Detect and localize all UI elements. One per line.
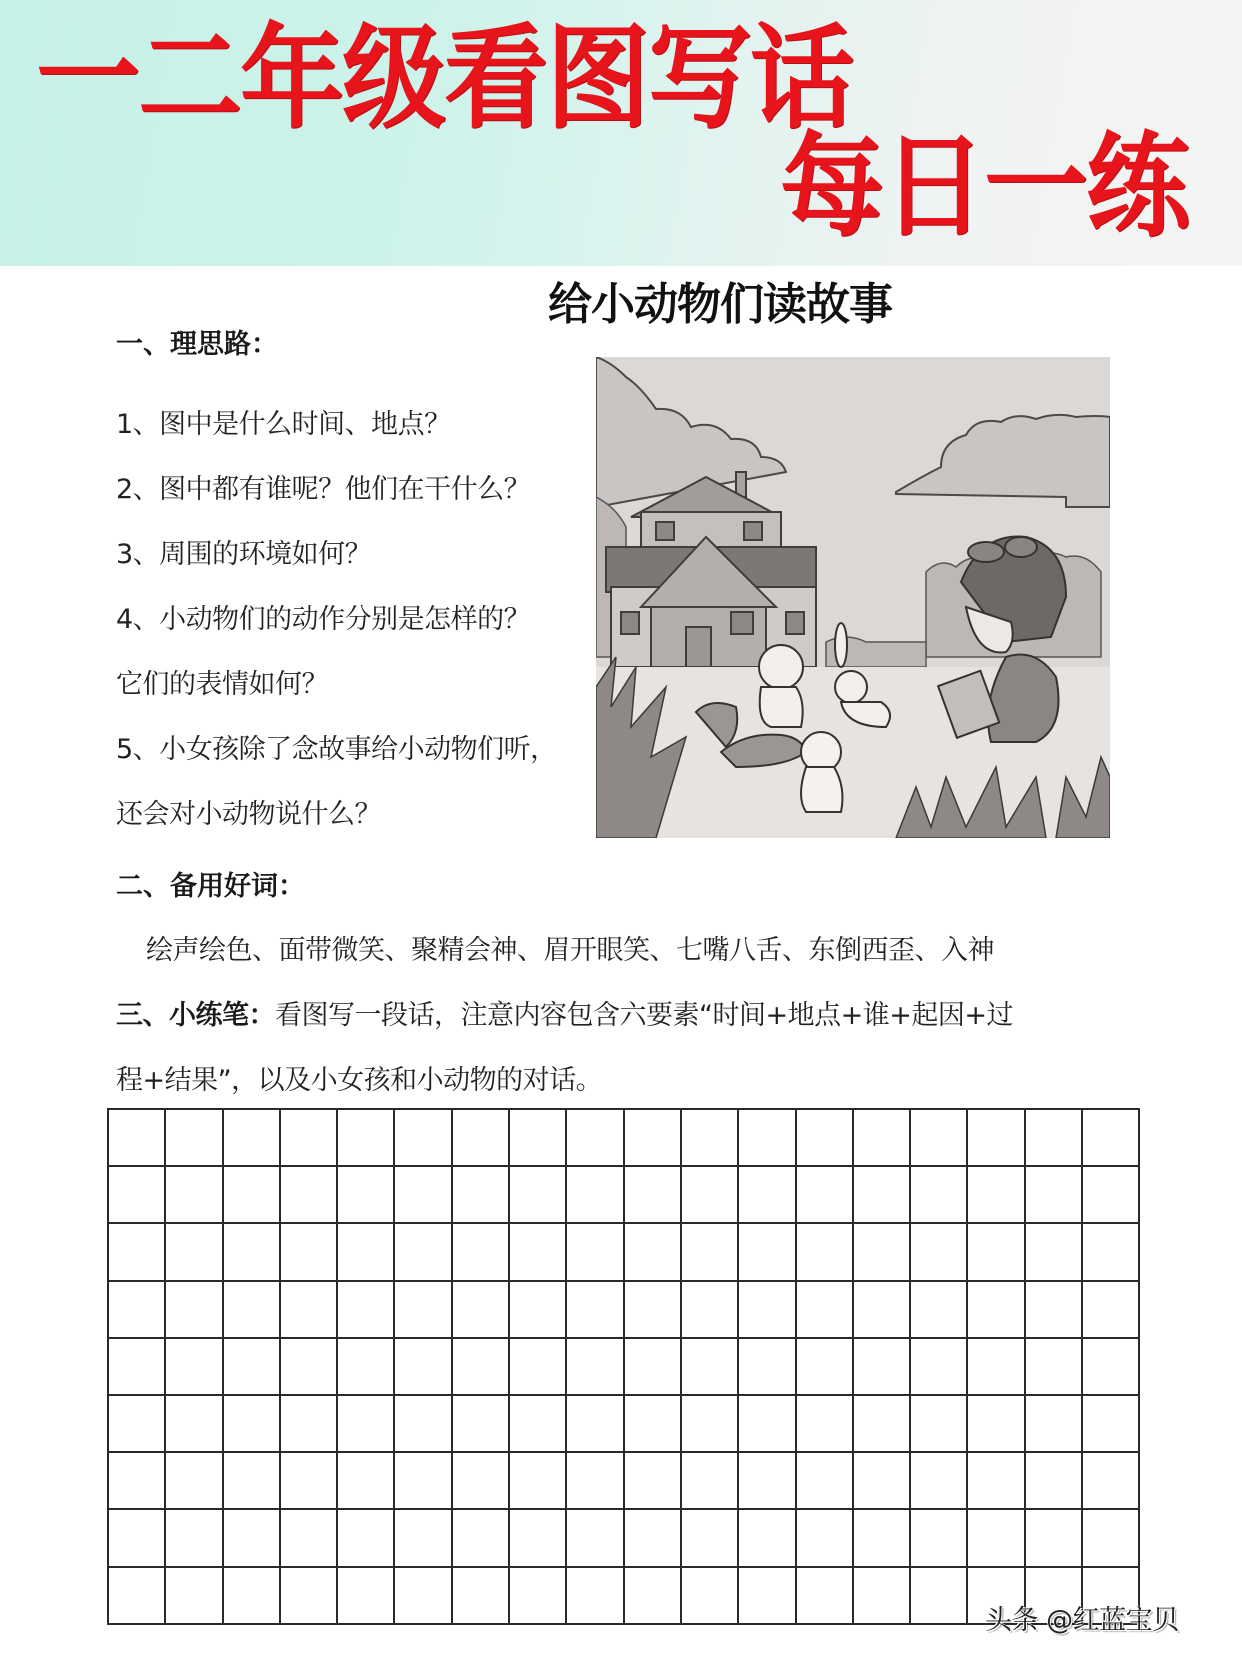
- grid-cell[interactable]: [625, 1167, 682, 1224]
- grid-cell[interactable]: [682, 1167, 739, 1224]
- grid-cell[interactable]: [567, 1224, 624, 1281]
- grid-cell[interactable]: [682, 1339, 739, 1396]
- grid-cell[interactable]: [1083, 1510, 1140, 1567]
- question-2: 2、图中都有谁呢？他们在干什么？: [116, 474, 531, 505]
- grid-cell[interactable]: [854, 1110, 911, 1167]
- grid-cell[interactable]: [854, 1568, 911, 1625]
- grid-cell[interactable]: [739, 1339, 796, 1396]
- worksheet-title: 给小动物们读故事: [548, 279, 892, 330]
- grid-cell[interactable]: [338, 1282, 395, 1339]
- grid-cell[interactable]: [338, 1568, 395, 1625]
- grid-cell[interactable]: [911, 1510, 968, 1567]
- grid-cell[interactable]: [510, 1396, 567, 1453]
- grid-cell[interactable]: [281, 1453, 338, 1510]
- grid-cell[interactable]: [510, 1282, 567, 1339]
- grid-cell[interactable]: [567, 1568, 624, 1625]
- watermark: 头条 @红蓝宝贝: [985, 1605, 1179, 1636]
- section2-heading: 二、备用好词：: [116, 871, 305, 902]
- grid-cell[interactable]: [1026, 1224, 1083, 1281]
- grid-cell[interactable]: [166, 1568, 223, 1625]
- grid-cell[interactable]: [567, 1167, 624, 1224]
- banner-title: 一二年级看图写话: [36, 12, 853, 145]
- grid-cell[interactable]: [166, 1110, 223, 1167]
- vocabulary-list: 绘声绘色、面带微笑、聚精会神、眉开眼笑、七嘴八舌、东倒西歪、入神: [146, 935, 994, 966]
- grid-cell[interactable]: [625, 1224, 682, 1281]
- grid-cell[interactable]: [682, 1110, 739, 1167]
- grid-cell[interactable]: [281, 1110, 338, 1167]
- grid-cell[interactable]: [911, 1282, 968, 1339]
- banner-subtitle: 每日一练: [780, 120, 1189, 253]
- grid-cell[interactable]: [281, 1224, 338, 1281]
- grid-cell[interactable]: [453, 1453, 510, 1510]
- grid-cell[interactable]: [453, 1110, 510, 1167]
- grid-cell[interactable]: [739, 1396, 796, 1453]
- section3-line2: 程+结果”，以及小女孩和小动物的对话。: [116, 1065, 603, 1096]
- question-3: 3、周围的环境如何？: [116, 539, 372, 570]
- grid-cell[interactable]: [911, 1568, 968, 1625]
- grid-cell[interactable]: [281, 1339, 338, 1396]
- grid-cell[interactable]: [281, 1282, 338, 1339]
- grid-cell[interactable]: [739, 1453, 796, 1510]
- grid-cell[interactable]: [797, 1339, 854, 1396]
- grid-cell[interactable]: [1083, 1453, 1140, 1510]
- grid-cell[interactable]: [395, 1453, 452, 1510]
- grid-cell[interactable]: [109, 1568, 166, 1625]
- grid-cell[interactable]: [395, 1568, 452, 1625]
- grid-cell[interactable]: [395, 1396, 452, 1453]
- grid-cell[interactable]: [854, 1396, 911, 1453]
- grid-cell[interactable]: [1083, 1167, 1140, 1224]
- grid-cell[interactable]: [224, 1568, 281, 1625]
- grid-cell[interactable]: [453, 1396, 510, 1453]
- grid-cell[interactable]: [109, 1282, 166, 1339]
- grid-cell[interactable]: [797, 1568, 854, 1625]
- grid-cell[interactable]: [338, 1167, 395, 1224]
- grid-cell[interactable]: [854, 1453, 911, 1510]
- grid-cell[interactable]: [682, 1396, 739, 1453]
- grid-cell[interactable]: [968, 1224, 1025, 1281]
- section3-line1: [116, 993, 1013, 1032]
- grid-cell[interactable]: [224, 1339, 281, 1396]
- grid-cell[interactable]: [567, 1510, 624, 1567]
- grid-cell[interactable]: [797, 1110, 854, 1167]
- grid-cell[interactable]: [166, 1167, 223, 1224]
- section3-heading: 三、小练笔：: [116, 1000, 275, 1031]
- grid-cell[interactable]: [338, 1510, 395, 1567]
- grid-cell[interactable]: [453, 1224, 510, 1281]
- grid-cell[interactable]: [281, 1396, 338, 1453]
- grid-cell[interactable]: [911, 1339, 968, 1396]
- grid-cell[interactable]: [510, 1167, 567, 1224]
- grid-cell[interactable]: [510, 1110, 567, 1167]
- grid-cell[interactable]: [224, 1110, 281, 1167]
- grid-cell[interactable]: [797, 1453, 854, 1510]
- grid-cell[interactable]: [739, 1167, 796, 1224]
- grid-cell[interactable]: [510, 1339, 567, 1396]
- grid-cell[interactable]: [968, 1339, 1025, 1396]
- grid-cell[interactable]: [797, 1510, 854, 1567]
- grid-cell[interactable]: [1026, 1396, 1083, 1453]
- grid-cell[interactable]: [1083, 1396, 1140, 1453]
- grid-cell[interactable]: [567, 1282, 624, 1339]
- grid-cell[interactable]: [281, 1510, 338, 1567]
- grid-cell[interactable]: [682, 1510, 739, 1567]
- grid-cell[interactable]: [395, 1110, 452, 1167]
- question-4-continued: 它们的表情如何？: [116, 669, 328, 700]
- grid-cell[interactable]: [625, 1282, 682, 1339]
- grid-cell[interactable]: [739, 1282, 796, 1339]
- grid-cell[interactable]: [510, 1224, 567, 1281]
- story-illustration: [596, 357, 1110, 838]
- grid-cell[interactable]: [395, 1282, 452, 1339]
- grid-cell[interactable]: [797, 1167, 854, 1224]
- grid-cell[interactable]: [224, 1453, 281, 1510]
- section3-instruction: 看图写一段话，注意内容包含六要素“时间+地点+谁+起因+过: [275, 1000, 1013, 1031]
- grid-cell[interactable]: [797, 1396, 854, 1453]
- grid-cell[interactable]: [281, 1568, 338, 1625]
- grid-cell[interactable]: [510, 1568, 567, 1625]
- grid-cell[interactable]: [682, 1282, 739, 1339]
- question-5: 5、小女孩除了念故事给小动物们听，: [116, 734, 557, 765]
- grid-cell[interactable]: [739, 1110, 796, 1167]
- grid-cell[interactable]: [224, 1282, 281, 1339]
- grid-cell[interactable]: [911, 1167, 968, 1224]
- question-4: 4、小动物们的动作分别是怎样的？: [116, 604, 531, 635]
- grid-cell[interactable]: [395, 1510, 452, 1567]
- writing-grid[interactable]: [107, 1108, 1140, 1625]
- grid-cell[interactable]: [854, 1224, 911, 1281]
- grid-cell[interactable]: [109, 1339, 166, 1396]
- grid-cell[interactable]: [739, 1510, 796, 1567]
- grid-cell[interactable]: [166, 1453, 223, 1510]
- grid-cell[interactable]: [682, 1568, 739, 1625]
- grid-cell[interactable]: [109, 1167, 166, 1224]
- grid-cell[interactable]: [682, 1453, 739, 1510]
- grid-cell[interactable]: [281, 1167, 338, 1224]
- grid-cell[interactable]: [224, 1224, 281, 1281]
- grid-cell[interactable]: [166, 1282, 223, 1339]
- grid-cell[interactable]: [338, 1396, 395, 1453]
- question-5-continued: 还会对小动物说什么？: [116, 799, 381, 830]
- grid-cell[interactable]: [968, 1396, 1025, 1453]
- grid-cell[interactable]: [854, 1339, 911, 1396]
- grid-cell[interactable]: [911, 1453, 968, 1510]
- grid-cell[interactable]: [1083, 1282, 1140, 1339]
- grid-cell[interactable]: [224, 1510, 281, 1567]
- grid-cell[interactable]: [625, 1453, 682, 1510]
- grid-cell[interactable]: [109, 1510, 166, 1567]
- grid-cell[interactable]: [797, 1282, 854, 1339]
- grid-cell[interactable]: [567, 1110, 624, 1167]
- grid-cell[interactable]: [453, 1510, 510, 1567]
- grid-cell[interactable]: [1083, 1224, 1140, 1281]
- grid-cell[interactable]: [739, 1568, 796, 1625]
- grid-cell[interactable]: [625, 1510, 682, 1567]
- grid-cell[interactable]: [224, 1396, 281, 1453]
- grid-cell[interactable]: [109, 1453, 166, 1510]
- grid-cell[interactable]: [625, 1396, 682, 1453]
- grid-cell[interactable]: [625, 1339, 682, 1396]
- grid-cell[interactable]: [166, 1224, 223, 1281]
- grid-cell[interactable]: [1083, 1339, 1140, 1396]
- question-1: 1、图中是什么时间、地点？: [116, 409, 451, 440]
- grid-cell[interactable]: [911, 1224, 968, 1281]
- grid-cell[interactable]: [109, 1396, 166, 1453]
- grid-cell[interactable]: [1026, 1339, 1083, 1396]
- grid-cell[interactable]: [682, 1224, 739, 1281]
- grid-cell[interactable]: [1026, 1282, 1083, 1339]
- grid-cell[interactable]: [968, 1167, 1025, 1224]
- grid-cell[interactable]: [1026, 1167, 1083, 1224]
- grid-cell[interactable]: [224, 1167, 281, 1224]
- grid-cell[interactable]: [338, 1339, 395, 1396]
- grid-cell[interactable]: [1026, 1453, 1083, 1510]
- cat-icon: [759, 645, 803, 727]
- grid-cell[interactable]: [166, 1510, 223, 1567]
- grid-cell[interactable]: [453, 1339, 510, 1396]
- grid-cell[interactable]: [453, 1568, 510, 1625]
- grid-cell[interactable]: [854, 1167, 911, 1224]
- grid-cell[interactable]: [453, 1167, 510, 1224]
- grid-cell[interactable]: [854, 1510, 911, 1567]
- grid-cell[interactable]: [453, 1282, 510, 1339]
- grid-cell[interactable]: [166, 1396, 223, 1453]
- grid-cell[interactable]: [395, 1224, 452, 1281]
- grid-cell[interactable]: [968, 1453, 1025, 1510]
- puppy-icon: [801, 732, 842, 812]
- grid-cell[interactable]: [625, 1568, 682, 1625]
- grid-cell[interactable]: [567, 1453, 624, 1510]
- grid-cell[interactable]: [968, 1510, 1025, 1567]
- grid-cell[interactable]: [395, 1167, 452, 1224]
- grid-cell[interactable]: [739, 1224, 796, 1281]
- grid-cell[interactable]: [1026, 1110, 1083, 1167]
- grid-cell[interactable]: [1026, 1510, 1083, 1567]
- grid-cell[interactable]: [911, 1396, 968, 1453]
- grid-cell[interactable]: [510, 1510, 567, 1567]
- grid-cell[interactable]: [625, 1110, 682, 1167]
- grid-cell[interactable]: [968, 1282, 1025, 1339]
- grid-cell[interactable]: [567, 1396, 624, 1453]
- grid-cell[interactable]: [567, 1339, 624, 1396]
- grid-cell[interactable]: [854, 1282, 911, 1339]
- grid-cell[interactable]: [395, 1339, 452, 1396]
- grid-cell[interactable]: [338, 1453, 395, 1510]
- grid-cell[interactable]: [968, 1110, 1025, 1167]
- grid-cell[interactable]: [109, 1110, 166, 1167]
- grid-cell[interactable]: [166, 1339, 223, 1396]
- grid-cell[interactable]: [911, 1110, 968, 1167]
- grid-cell[interactable]: [1083, 1110, 1140, 1167]
- grid-cell[interactable]: [109, 1224, 166, 1281]
- grid-cell[interactable]: [797, 1224, 854, 1281]
- grid-cell[interactable]: [338, 1110, 395, 1167]
- grid-cell[interactable]: [338, 1224, 395, 1281]
- grid-cell[interactable]: [510, 1453, 567, 1510]
- header-banner: [0, 0, 1242, 266]
- section1-heading: 一、理思路：: [116, 329, 278, 360]
